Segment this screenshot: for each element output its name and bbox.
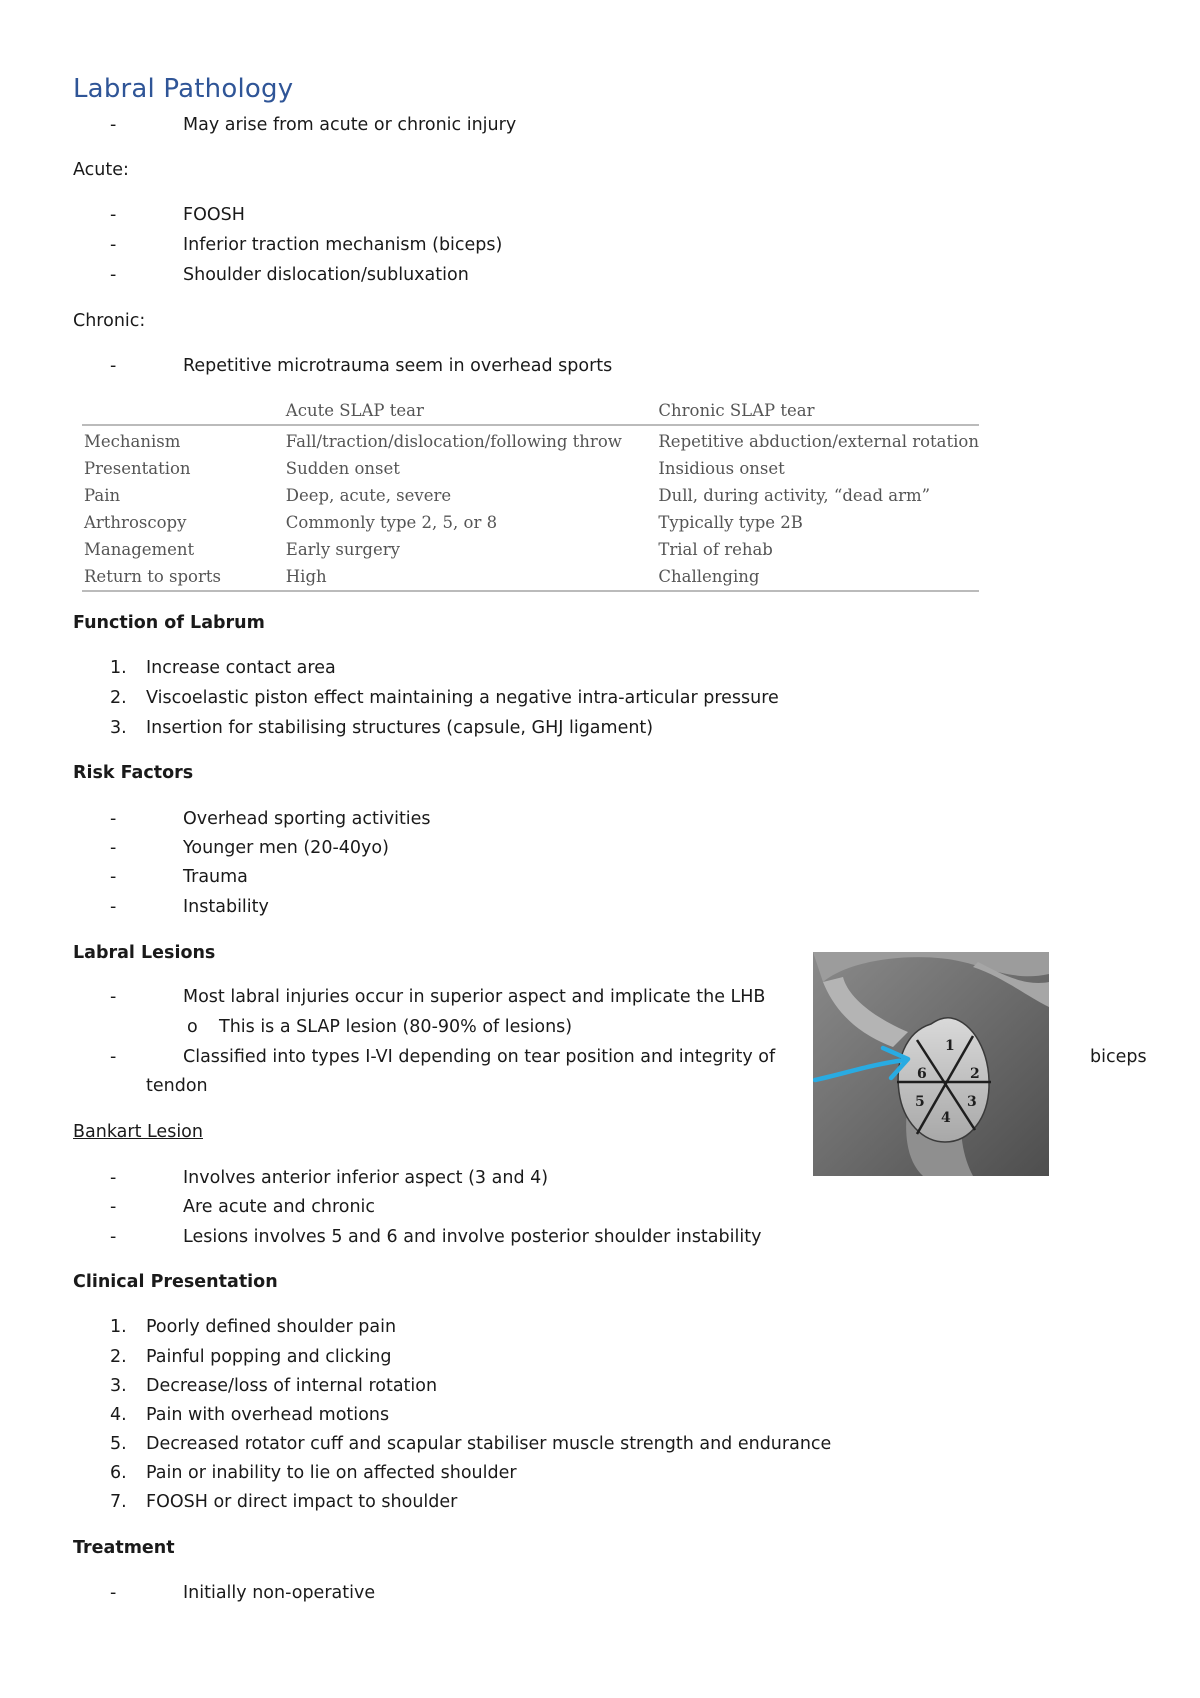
slap-comparison-table [82,396,979,592]
zone-label: 6 [917,1066,927,1082]
list-marker: - [110,897,117,917]
lesions-heading: Labral Lesions [73,943,216,963]
table-row [82,509,979,536]
clinical-heading: Clinical Presentation [73,1272,278,1292]
table-header-row [82,396,979,425]
bankart-heading: Bankart Lesion [73,1122,203,1142]
table-row [82,425,979,455]
acute-item: Inferior traction mechanism (biceps) [183,235,503,255]
function-item: Viscoelastic piston effect maintaining a negative intra-articular pressure [146,688,779,708]
list-number: 2. [110,688,127,708]
list-marker: - [110,115,117,135]
list-marker: - [110,1047,117,1067]
table-cell: Challenging [656,563,979,591]
treatment-heading: Treatment [73,1538,175,1558]
zone-label: 5 [915,1094,925,1110]
table-cell: Pain [84,486,121,505]
table-row [82,482,979,509]
risk-item: Younger men (20-40yo) [183,838,389,858]
clinical-item: Pain with overhead motions [146,1405,390,1425]
list-marker: - [110,356,117,376]
list-marker: - [110,987,117,1007]
bankart-item: Involves anterior inferior aspect (3 and 4) [183,1168,549,1188]
lesions-item-continued: biceps [1090,1047,1147,1067]
list-number: 5. [110,1434,127,1454]
zone-label: 2 [970,1066,980,1082]
list-marker: - [110,265,117,285]
table-cell: Presentation [84,459,191,478]
table-cell: Repetitive abduction/external rotation [658,432,979,451]
list-number: 7. [110,1492,127,1512]
intro-text: May arise from acute or chronic injury [183,115,517,135]
clinical-item: Painful popping and clicking [146,1347,392,1367]
table-cell: Fall/traction/dislocation/following throw [285,432,622,451]
list-marker: - [110,1227,117,1247]
clinical-item: FOOSH or direct impact to shoulder [146,1492,458,1512]
table-cell: Commonly type 2, 5, or 8 [285,513,498,532]
chronic-label: Chronic: [73,311,146,331]
list-number: 1. [110,1317,127,1337]
bankart-item: Are acute and chronic [183,1197,376,1217]
table-row [82,536,979,563]
page-title: Labral Pathology [73,74,294,104]
table-cell: Early surgery [285,540,400,559]
list-marker: - [110,235,117,255]
table-header-cell [82,396,284,425]
table-cell: Sudden onset [285,459,400,478]
list-number: 6. [110,1463,127,1483]
list-number: 3. [110,1376,127,1396]
function-heading: Function of Labrum [73,613,265,633]
list-marker: - [110,1197,117,1217]
clinical-item: Pain or inability to lie on affected shoulder [146,1463,517,1483]
table-header-cell: Acute SLAP tear [284,396,657,425]
table-cell: Arthroscopy [84,513,187,532]
list-number: 3. [110,718,127,738]
table-cell: Dull, during activity, “dead arm” [658,486,931,505]
risk-item: Trauma [183,867,248,887]
table-cell: Mechanism [84,432,181,451]
table-row [82,563,979,591]
table-cell: Typically type 2B [658,513,803,532]
list-number: 4. [110,1405,127,1425]
list-marker: o [187,1017,198,1037]
risk-item: Overhead sporting activities [183,809,431,829]
lesions-item: Most labral injuries occur in superior aspect and implicate the LHB [183,987,766,1007]
table-row [82,455,979,482]
risk-item: Instability [183,897,269,917]
list-marker: - [110,1168,117,1188]
list-number: 2. [110,1347,127,1367]
glenoid-figure [813,952,1049,1176]
table-cell: Insidious onset [658,459,785,478]
table-header-cell: Chronic SLAP tear [656,396,979,425]
acute-item: FOOSH [183,205,245,225]
chronic-item: Repetitive microtrauma seem in overhead sports [183,356,613,376]
acute-label: Acute: [73,160,129,180]
lesions-item-continued: tendon [146,1076,208,1096]
table-cell: Management [84,540,195,559]
clinical-item: Poorly defined shoulder pain [146,1317,397,1337]
list-marker: - [110,1583,117,1603]
zone-label: 1 [945,1038,955,1054]
clinical-item: Decrease/loss of internal rotation [146,1376,438,1396]
bankart-item: Lesions involves 5 and 6 and involve posterior shoulder instability [183,1227,762,1247]
list-marker: - [110,205,117,225]
list-marker: - [110,838,117,858]
function-item: Insertion for stabilising structures (capsule, GHJ ligament) [146,718,654,738]
table-cell: Return to sports [82,563,284,591]
risk-heading: Risk Factors [73,763,194,783]
table-cell: Trial of rehab [658,540,773,559]
lesions-subitem: This is a SLAP lesion (80-90% of lesions) [219,1017,573,1037]
function-item: Increase contact area [146,658,336,678]
clinical-item: Decreased rotator cuff and scapular stabiliser muscle strength and endurance [146,1434,832,1454]
list-number: 1. [110,658,127,678]
lesions-item: Classified into types I-VI depending on tear position and integrity of [183,1047,776,1067]
table-cell: High [284,563,657,591]
zone-label: 4 [941,1110,951,1126]
table-cell: Deep, acute, severe [285,486,452,505]
glenoid-diagram [813,952,1049,1176]
treatment-item: Initially non-operative [183,1583,376,1603]
zone-label: 3 [967,1094,977,1110]
list-marker: - [110,809,117,829]
list-marker: - [110,867,117,887]
acute-item: Shoulder dislocation/subluxation [183,265,469,285]
